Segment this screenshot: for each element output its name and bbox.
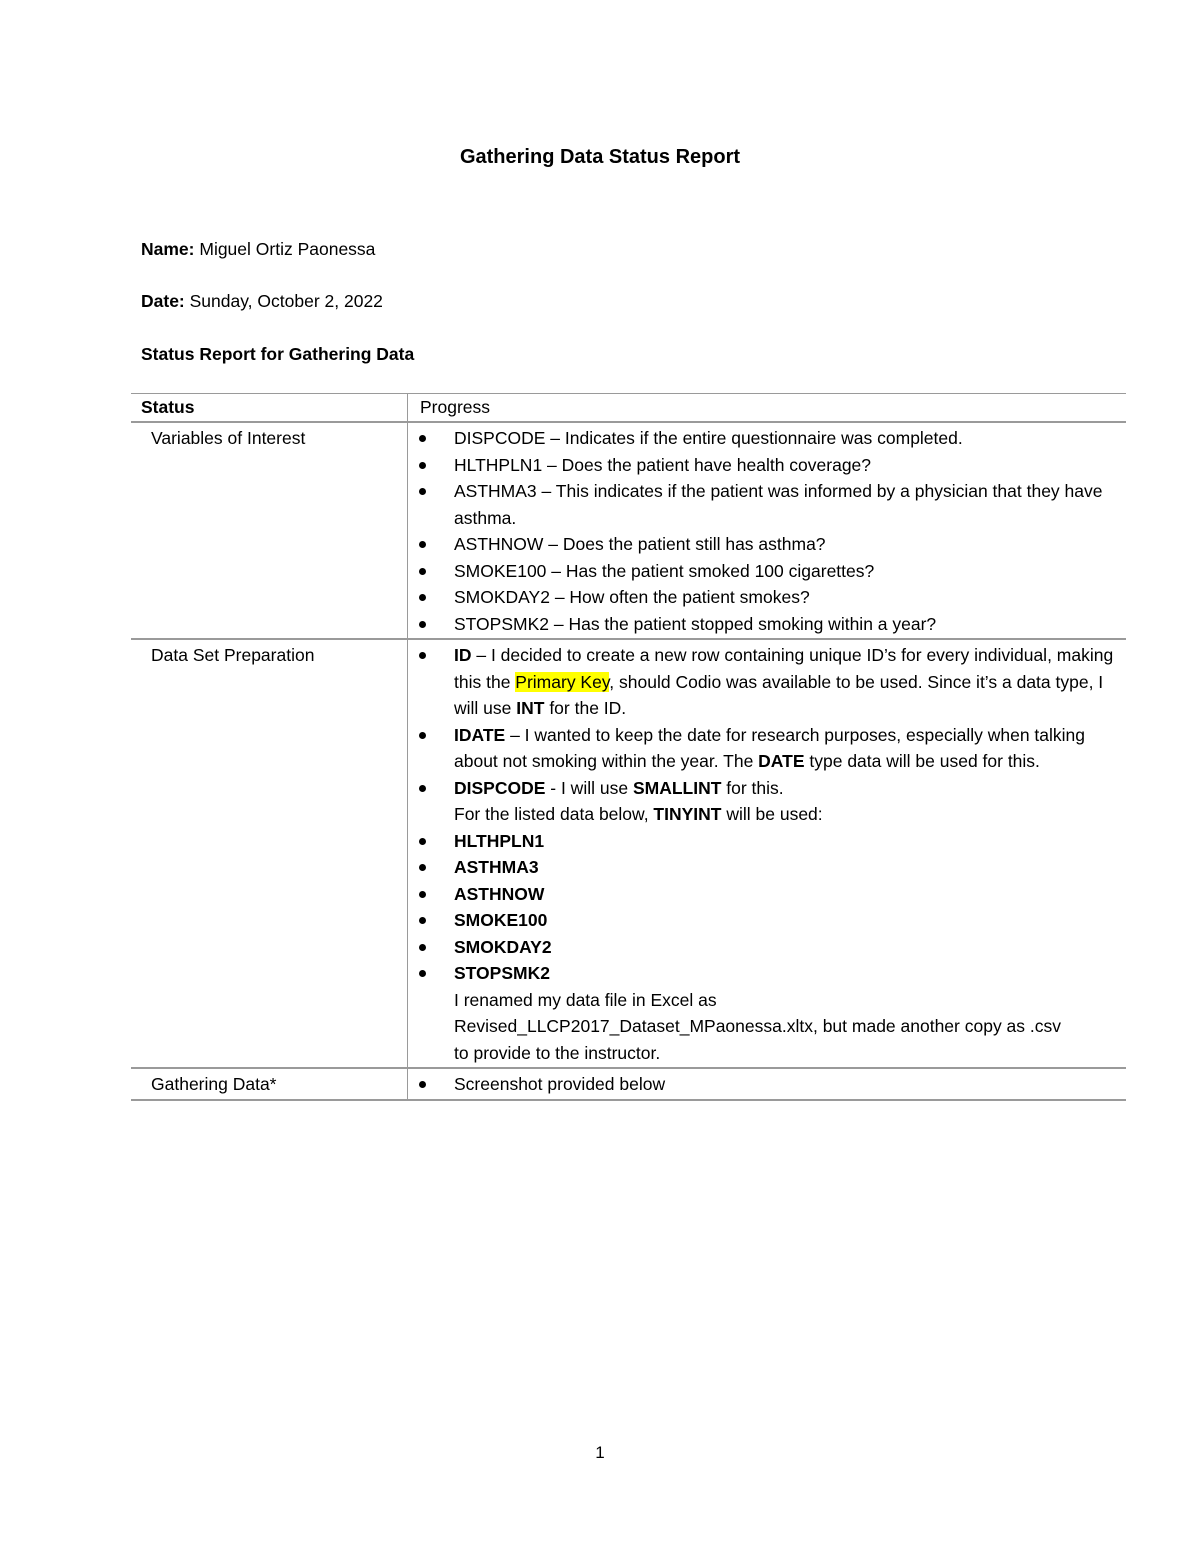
tinyint-item: SMOKDAY2 <box>454 936 552 957</box>
list-item <box>408 907 1126 934</box>
row-label-gathering-data: Gathering Data* <box>131 1068 408 1100</box>
document-title: Gathering Data Status Report <box>459 146 741 168</box>
table-row-variables <box>131 422 1126 639</box>
int-term: INT <box>516 698 545 718</box>
row-progress-gathering-data <box>408 1068 1127 1100</box>
name-value: Miguel Ortiz Paonessa <box>194 239 376 259</box>
tinyint-text-1: For the listed data below, <box>454 804 654 824</box>
dispcode-text-2: for this. <box>721 777 784 798</box>
rename-note <box>408 987 1126 1067</box>
table-row-gathering-data <box>131 1068 1126 1100</box>
primary-key-highlight: Primary Key <box>515 671 610 692</box>
id-term: ID <box>454 645 472 665</box>
header-status: Status <box>131 394 408 423</box>
dispcode-text-1: - I will use <box>545 777 633 798</box>
list-item-id <box>408 642 1126 722</box>
date-line <box>141 289 383 313</box>
date-term: DATE <box>758 751 805 771</box>
name-label: Name: <box>141 239 195 259</box>
list-item: SMOKE100 – Has the patient smoked 100 cigarettes? <box>408 558 1126 585</box>
list-item <box>408 828 1126 855</box>
list-item: Screenshot provided below <box>408 1071 1126 1098</box>
row-label-variables: Variables of Interest <box>131 422 408 639</box>
row-label-data-set-preparation: Data Set Preparation <box>131 639 408 1068</box>
date-value: Sunday, October 2, 2022 <box>184 291 383 311</box>
list-item: SMOKDAY2 – How often the patient smokes? <box>408 584 1126 611</box>
idate-text-1: – I wanted to keep the date for research purposes, especially when talking about not smoking within the year. The <box>454 724 1085 771</box>
header-progress: Progress <box>408 394 1127 423</box>
list-item: ASTHNOW – Does the patient still has asthma? <box>408 531 1126 558</box>
list-item <box>408 881 1126 908</box>
tinyint-text-2: will be used: <box>721 804 823 824</box>
list-item: STOPSMK2 – Has the patient stopped smoking within a year? <box>408 611 1126 638</box>
list-item: ASTHMA3 – This indicates if the patient was informed by a physician that they have asthma. <box>408 478 1126 531</box>
list-item: DISPCODE – Indicates if the entire questionnaire was completed. <box>408 425 1126 452</box>
idate-text-2: type data will be used for this. <box>804 751 1040 771</box>
id-text-3: for the ID. <box>544 698 627 718</box>
rename-note-line-2: Revised_LLCP2017_Dataset_MPaonessa.xltx, but made another copy as .csv <box>454 1016 1062 1036</box>
id-text-2: , should Codio was available to be used. Since it’s a data type, I will use <box>454 671 1104 718</box>
dispcode-term: DISPCODE <box>454 777 546 798</box>
idate-term: IDATE <box>454 724 506 745</box>
date-label: Date: <box>141 291 185 311</box>
name-line <box>141 237 375 261</box>
page-number: 1 <box>595 1443 605 1462</box>
gathering-list <box>408 1071 1126 1098</box>
list-item <box>408 960 1126 987</box>
list-item: HLTHPLN1 – Does the patient have health coverage? <box>408 452 1126 479</box>
row-progress-data-set-preparation <box>408 639 1127 1068</box>
list-item <box>408 934 1126 961</box>
tinyint-item: HLTHPLN1 <box>454 830 545 851</box>
preparation-list <box>408 642 1126 1066</box>
rename-note-line-1: I renamed my data file in Excel as <box>454 989 717 1010</box>
tinyint-item: ASTHMA3 <box>454 857 539 877</box>
table-header-row <box>131 394 1126 423</box>
tinyint-item: SMOKE100 <box>454 910 548 930</box>
smallint-term: SMALLINT <box>632 777 722 798</box>
tinyint-note <box>408 801 1126 828</box>
list-item-dispcode <box>408 775 1126 802</box>
table-row-data-set-preparation <box>131 639 1126 1068</box>
tinyint-term: TINYINT <box>653 804 722 824</box>
list-item <box>408 854 1126 881</box>
status-table <box>131 393 1126 1101</box>
rename-note-line-3: to provide to the instructor. <box>454 1042 661 1063</box>
variables-list <box>408 425 1126 637</box>
tinyint-item: STOPSMK2 <box>454 963 550 983</box>
id-text-1: – I decided to create a new row containing unique ID’s for every individual, making this the <box>454 645 1114 692</box>
section-heading: Status Report for Gathering Data <box>141 344 415 364</box>
tinyint-item: ASTHNOW <box>454 883 545 904</box>
list-item-idate <box>408 722 1126 775</box>
row-progress-variables <box>408 422 1127 639</box>
